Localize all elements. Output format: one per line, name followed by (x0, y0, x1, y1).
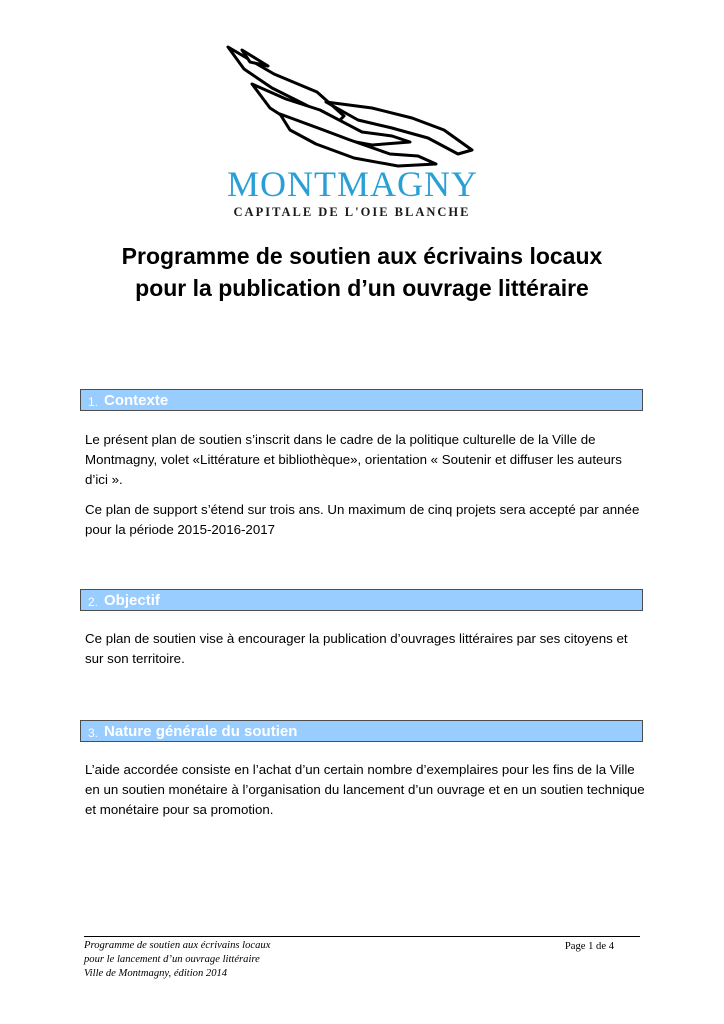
title-line-2: pour la publication d’un ouvrage littéraire (135, 275, 589, 301)
footer-line-1: Programme de soutien aux écrivains locaux (84, 940, 271, 951)
section-title: Nature générale du soutien (104, 722, 298, 740)
paragraph-contexte-2: Ce plan de support s’étend sur trois ans. Un maximum de cinq projets sera accepté par année pour la période 2015-2016-2017 (85, 502, 640, 537)
document-title (60, 240, 664, 304)
title-line-1: Programme de soutien aux écrivains locaux (121, 243, 603, 269)
page-footer (84, 936, 640, 981)
paragraph-contexte-1: Le présent plan de soutien s’inscrit dans le cadre de la politique culturelle de la Ville de Montmagny, volet «Littérature et bibliothèque», orientation « Soutenir et diffuser les auteurs d’ici ». (85, 432, 622, 487)
logo-wordmark: MONTMAGNY (227, 164, 478, 204)
footer-line-3: Ville de Montmagny, édition 2014 (84, 968, 228, 979)
footer-line-2: pour le lancement d’un ouvrage littéraire (84, 954, 260, 965)
section-number: 3. (88, 725, 99, 740)
section-heading-nature (80, 720, 643, 742)
paragraph-objectif: Ce plan de soutien vise à encourager la publication d’ouvrages littéraires par ses citoyens et sur son territoire. (85, 631, 628, 666)
white-goose-logo-icon (222, 44, 482, 169)
paragraph-nature: L’aide accordée consiste en l’achat d’un certain nombre d’exemplaires pour les fins de la Ville en un soutien monétaire à l’organisation du lancement d’un ouvrage et en un soutien technique et monétaire pour sa promotion. (85, 762, 645, 817)
page-number: Page 1 de 4 (564, 941, 614, 952)
section-heading-contexte (80, 389, 643, 411)
section-title: Objectif (104, 591, 160, 609)
logo-tagline: CAPITALE DE L'OIE BLANCHE (233, 205, 471, 219)
montmagny-logo (222, 44, 482, 224)
section-heading-objectif (80, 589, 643, 611)
section-title: Contexte (104, 391, 169, 409)
section-number: 1. (88, 394, 99, 409)
section-number: 2. (88, 594, 99, 609)
